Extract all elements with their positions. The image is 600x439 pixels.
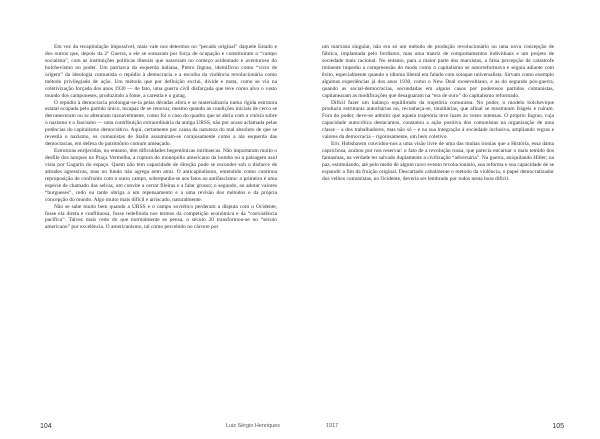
right-page-body (322, 44, 554, 416)
paragraph: O repúdio à democracia prolongar-se-ia pelas décadas afora e se materializaria numa rígida estrutura estatal ocupada pelo partido único, incapaz de se renovar, mesmo quando as condições iniciais de cerco se desvaneceram ou se alteraram razoavelmente, como foi o caso do quadro que se abriu com a vitória sobre o nazismo e o fascismo — uma contribuição extraordinária da antiga URSS, não por acaso aclamada pelas potências do capitalismo democrático. Aqui, certamente por causa da natureza do mal absoluto de que se revestia o nazismo, os comunistas de Stalin assumiram-se corajosamente como a ala esquerda das democracias, em defesa do patrimônio comum ameaçado. (45, 99, 277, 148)
right-page (300, 0, 600, 439)
page-number: 105 (552, 422, 564, 430)
paragraph: um marxista singular, não era só um método de produção revolucionário ou uma nova concepção de fábrica, implantada pelo fordismo, mas uma matriz de comportamentos individuais e um projeto de sociedade mais racional. No entanto, para a maior parte dos marxistas, a falsa percepção de catástrofe iminente impediu a compreensão do modo como o capitalismo se autorreformava e seguia adiante com êxito, especialmente quando o idioma liberal era falado com sotaque universalista. Sirvam como exemplo algumas experiências já dos anos 1930, como o New Deal rooseveltiano, e as do segundo pós-guerra, quando as social-democracias, secundadas em alguns casos por poderosos partidos comunistas, capitanearam as modificações que desaguaram na “era de ouro” do capitalismo reformado. (322, 44, 554, 99)
running-head-author: Luiz Sérgio Henriques (225, 423, 280, 429)
paragraph: Não se sabe muito bem quando a URSS e o campo soviético perderam a disputa com o Ocidente, fosse ela direta e conflituosa, fosse redefinida nos termos da competição econômica e da “coexistência pacífica”. Talvez mais cedo do que normalmente se pensa, o século 20 transformou-se no “século americano” por excelência. O americanismo, tal como percebido no cárcere por (45, 203, 277, 231)
page-number: 104 (40, 422, 52, 430)
paragraph: Em vez da recapitulação impossível, mais vale nos determos no “pecado original” daquele Estado e dos outros que, depois da 2ª Guerra, a ele se somaram por força de ocupação e constituíram o “campo socialista”, com as instituições políticas liberais que nasceram no começo acidentado e aventuroso do bolchevismo no poder. Um patriarca da esquerda italiana, Pietro Ingrao, identificou como “vício de origem” da ideologia comunista o repúdio à democracia e a escolha da violência revolucionária como método privilegiado de ação. Um método que por definição exclui, divide e mata, como se viu na coletivização forçada dos anos 1930 — de fato, uma guerra civil disfarçada que teve como alvo o vasto mundo dos camponeses, produzindo a fome, a carestia e o gulag. (45, 44, 277, 99)
paragraph: Difícil fazer um balanço equilibrado da trajetória comunista. No poder, o modelo bolchevique produziu estruturas autoritárias ou, reconheça-se, totalitárias, que afinal se mostraram frágeis e ruíram. Fora do poder, deve-se admitir que aquela trajetória teve luzes às vezes intensas. O próprio Ingrao, cuja capacidade autocrítica destacamos, constatou a ação positiva dos comunistas na organização de uma classe – a dos trabalhadores, mas não só – e na sua integração à sociedade inclusiva, ampliando regras e valores da democracia – rigorosamente, um bem coletivo. (322, 99, 554, 141)
left-page-footer (40, 420, 280, 432)
left-page-body (45, 44, 277, 416)
paragraph: Eric Hobsbawm convidou-nos a uma visão livre de uma das muitas ironias que a História, essa dama caprichosa, acabou por nos reservar: o fato de a revolução russa, que parecia encarnar o mais temido dos fantasmas, na verdade ter salvado duplamente a civilização “adversária”. Na guerra, aniquilando Hitler; na paz, estimulando, até pelo medo de algum novo evento revolucionário, sua reforma e sua capacidade de se expandir a fim da fruição original. Descartado cabalmente o método da violência, o papel democratizador dos velhos comunistas, no Ocidente, deveria ser lembrado por todos nesta hora difícil. (322, 141, 554, 182)
right-page-footer (326, 420, 564, 432)
running-head-title: 1917 (326, 423, 339, 429)
paragraph: Estruturas enrijecidas, no entanto, têm dificuldades hegemônicas intrínsecas. Não importaram muito o desfile dos tanques na Praça Vermelha, a ruptura do monopólio americano da bomba ou a paisagem azul vista por Gagarin do espaço. Quem não tem capacidade de direção pode se esconder sob o disfarce de atitudes agressivas, mas no fundo não agrega nem atrai. O anticapitalismo, entendido como contínua reproposição de confronto com o outro campo, sobrepunha-se aos fatos ao antifascismo: o primeiro é uma espécie de chamado das selvas, um convite a cerrar fileiras e a falar grosso; o segundo, ao adotar valores “burgueses”, cedo ou tarde obriga a um repensamento e a uma revisão dos métodos e da própria concepção do mundo. Algo muito mais difícil e arriscado, naturalmente. (45, 148, 277, 203)
